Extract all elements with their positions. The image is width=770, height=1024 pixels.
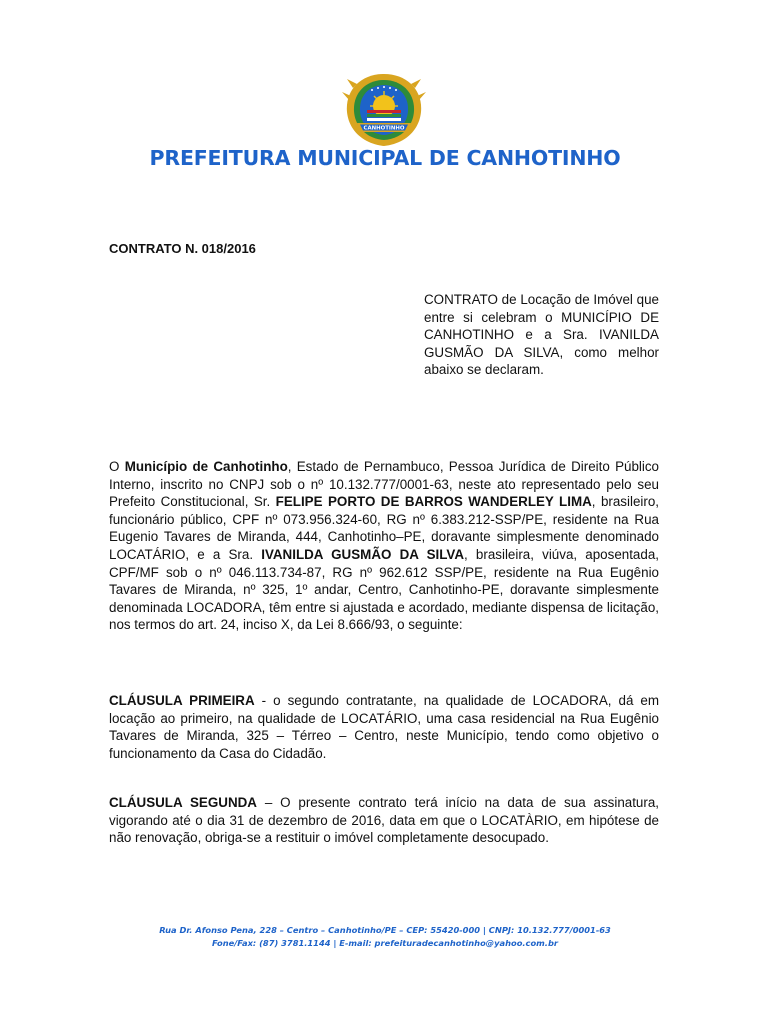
municipal-coat-of-arms-icon: [339, 70, 429, 150]
clause-second-text: – O presente contrato terá início na data de sua assinatura, vigorando até o dia 31 de dezembro de 2016, data em que o LOCATÀRIO, em hipótese de não renovação, obriga-se a restituir o imóvel completamente desocupado.: [109, 795, 660, 846]
contract-summary: CONTRATO de Locação de Imóvel que entre si celebram o MUNICÍPIO DE CANHOTINHO e a Sra. IVANILDA GUSMÃO DA SILVA, como melhor abaixo se declaram.: [424, 292, 659, 378]
footer-contact: Fone/Fax: (87) 3781.1144 | E-mail: prefeituradecanhotinho@yahoo.com.br: [211, 938, 558, 948]
clause-first: [109, 692, 659, 762]
page-title: PREFEITURA MUNICIPAL DE CANHOTINHO: [149, 146, 621, 170]
party-municipality: Município de Canhotinho: [124, 459, 288, 474]
footer-address: Rua Dr. Afonso Pena, 228 – Centro – Canhotinho/PE – CEP: 55420-000 | CNPJ: 10.132.777/0001-63: [159, 925, 611, 935]
clause-first-text: - o segundo contratante, na qualidade de LOCADORA, dá em locação ao primeiro, na qualidade de LOCATÁRIO, uma casa residencial na Rua Eugênio Tavares de Miranda, 325 – Térreo – Centro, neste Município, tendo como objetivo o funcionamento da Casa do Cidadão.: [109, 693, 659, 761]
intro-paragraph: O Município de Canhotinho, Estado de Pernambuco, Pessoa Jurídica de Direito Público Interno, inscrito no CNPJ sob o nº 10.132.777/0001-63, neste ato representado pelo seu Prefeito Constitucional, Sr. FELIPE PORTO DE BARROS WANDERLEY LIMA, brasileiro, funcionário público, CPF nº 073.956.324-60, RG nº 6.383.212-SSP/PE, residente na Rua Eugenio Tavares de Miranda, 444, Canhotinho–PE, doravante simplesmente denominado LOCATÁRIO, e a Sra. IVANILDA GUSMÃO DA SILVA, brasileira, viúva, aposentada, CPF/MF sob o nº 046.113.734-87, RG nº 962.612 SSP/PE, residente na Rua Eugênio Tavares de Miranda, nº 325, 1º andar, Centro, Canhotinho-PE, doravante simplesmente denominada LOCADORA, têm entre si ajustada e acordado, mediante dispensa de licitação, nos termos do art. 24, inciso X, da Lei 8.666/93, o seguinte:: [109, 459, 659, 633]
clause-first-heading: CLÁUSULA PRIMEIRA: [109, 693, 255, 708]
party-mayor: FELIPE PORTO DE BARROS WANDERLEY LIMA: [275, 494, 592, 510]
clause-second-heading: CLÁUSULA SEGUNDA: [109, 795, 257, 810]
clause-second: [109, 794, 659, 847]
svg-text:CANHOTINHO: CANHOTINHO: [363, 125, 405, 132]
contract-number: CONTRATO N. 018/2016: [109, 241, 256, 256]
party-lessor: IVANILDA GUSMÃO DA SILVA: [261, 546, 465, 562]
page-footer: [0, 924, 770, 950]
